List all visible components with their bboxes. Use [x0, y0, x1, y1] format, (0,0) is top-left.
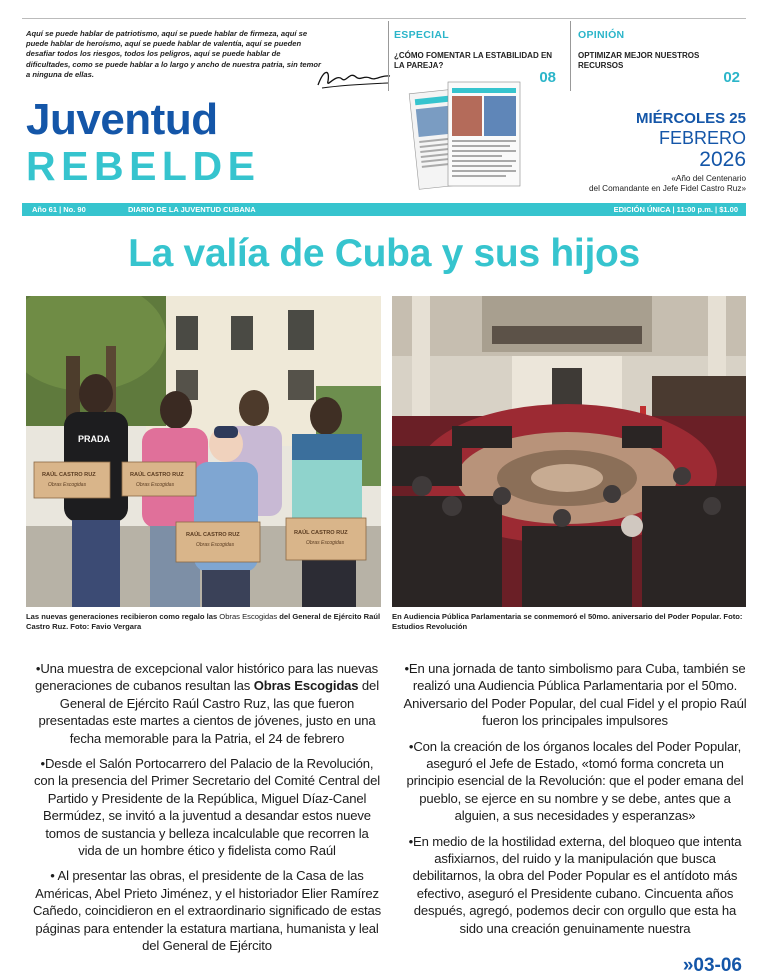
- summary-bullet: •En una jornada de tanto simbolismo para Cuba, también se realizó una Audiencia Pública Parlamentaria por el 50mo. Aniversario del Poder Popular, del cual Fidel y el propio Raúl fueron los principales impulsores: [403, 661, 747, 729]
- promo-opinion[interactable]: [572, 19, 746, 93]
- photo-parliament: [392, 296, 746, 607]
- box-sub: Obras Escogidas: [48, 482, 87, 488]
- promo-page: 08: [539, 69, 556, 86]
- issue-number: Año 61 | No. 90: [32, 205, 86, 214]
- box-label: RAÚL CASTRO RUZ: [130, 472, 184, 478]
- fidel-quote: Aquí se puede hablar de patriotismo, aquí se puede hablar de firmeza, aquí se puede hablar de heroísmo, aquí se puede hablar de valentía, aquí se pueden desafiar todos los riesgos, todos los peligros, aquí se puede hablar de dificultades, como se puede hablar a lo largo y ancho de nuestra patria, sin temor a ninguna de ellas.: [26, 29, 321, 79]
- left-summary-column: [32, 660, 382, 963]
- date-block: [589, 110, 746, 194]
- bullet-text: del General de Ejército Raúl Castro Ruz, las que fueron presentadas este martes a cientos de jóvenes, justo en una fecha memorable para la Patria, el 24 de febrero: [38, 678, 379, 746]
- edition-info: EDICIÓN ÚNICA | 11:00 p.m. | $1.00: [613, 205, 738, 214]
- main-headline: La valía de Cuba y sus hijos: [128, 232, 640, 275]
- date-year: 2026: [699, 148, 746, 171]
- right-summary-column: [403, 660, 747, 945]
- newspaper-thumbnail: [408, 78, 528, 196]
- bullet-emphasis: Obras Escogidas: [253, 678, 359, 694]
- left-photo-caption: [26, 612, 381, 632]
- year-dedication-line1: «Año del Centenario: [671, 174, 746, 183]
- page-jump-link[interactable]: »03-06: [682, 955, 742, 976]
- summary-bullet: • Al presentar las obras, el presidente de la Casa de las Américas, Abel Prieto Jiménez, y el historiador Elier Ramírez Cañedo, coincidieron en el extraordinario significado de estas páginas para entender la estatura martiana, humanista y leal del General de Ejército: [32, 868, 382, 954]
- shirt-text: PRADA: [78, 434, 111, 444]
- date-day: MIÉRCOLES 25: [635, 110, 746, 127]
- year-dedication-line2: del Comandante en Jefe Fidel Castro Ruz»: [588, 184, 746, 193]
- box-label: RAÚL CASTRO RUZ: [42, 472, 96, 478]
- year-dedication: [589, 174, 746, 194]
- top-strip: [22, 18, 746, 94]
- promo-page: 02: [723, 69, 740, 86]
- divider: [570, 21, 571, 91]
- promo-text: ¿CÓMO FOMENTAR LA ESTABILIDAD EN LA PAREJA?: [394, 51, 553, 70]
- box-label: RAÚL CASTRO RUZ: [186, 532, 240, 538]
- summary-bullet: [32, 660, 382, 747]
- photo-youth-books: [26, 296, 381, 607]
- summary-bullet: •En medio de la hostilidad externa, del bloqueo que intenta asfixiarnos, del ruido y la manipulación que busca debilitarnos, la obra del Poder Popular es el antídoto más efectivo, aseguró el Presidente cubano. Cincuenta años después, agregó, podemos decir con orgullo que esta ha sido una creación genuinamente nuestra: [408, 833, 742, 936]
- promo-tag: ESPECIAL: [394, 29, 449, 41]
- summary-bullet: •Con la creación de los órganos locales del Poder Popular, aseguró el Jefe de Estado, «tomó forma concreta un principio esencial de la Revolución: que el poder emana del pueblo, se ejerce en su nombre y se debe, antes que a alguien, a sus necesidades y esperanzas»: [406, 738, 744, 824]
- caption-book-title: Obras Escogidas: [219, 612, 278, 621]
- box-sub: Obras Escogidas: [306, 540, 345, 546]
- box-sub: Obras Escogidas: [196, 542, 235, 548]
- date-month: FEBRERO: [658, 128, 746, 148]
- tagline: DIARIO DE LA JUVENTUD CUBANA: [128, 205, 256, 214]
- box-sub: Obras Escogidas: [136, 482, 175, 488]
- summary-bullet: •Desde el Salón Portocarrero del Palacio de la Revolución, con la presencia del Primer Secretario del Comité Central del Partido y Presidente de la República, Miguel Díaz-Canel Bermúdez, se invitó a la juventud a desandar estos nueve tomos de sustancia y belleza incalculable que recorren la vida de un hombre ético y fidelista como Raúl: [34, 756, 380, 859]
- masthead-title: Juventud: [26, 95, 218, 144]
- issue-bar: [22, 203, 746, 216]
- box-label: RAÚL CASTRO RUZ: [294, 530, 348, 536]
- caption-part: Las nuevas generaciones recibieron como regalo las: [26, 612, 220, 621]
- promo-text: OPTIMIZAR MEJOR NUESTROS RECURSOS: [578, 51, 700, 70]
- promo-tag: OPINIÓN: [578, 29, 625, 41]
- caption-part: del General de Ejército Raúl Castro Ruz. Foto: Favio Vergara: [26, 612, 381, 631]
- masthead-subtitle: REBELDE: [26, 143, 261, 189]
- bullet-text: •Una muestra de excepcional valor histórico para las nuevas generaciones de cubanos resultan las: [35, 661, 379, 694]
- signature-image: [314, 63, 394, 93]
- right-photo-caption: En Audiencia Pública Parlamentaria se conmemoró el 50mo. aniversario del Poder Popular. Foto: Estudios Revolución: [392, 612, 743, 631]
